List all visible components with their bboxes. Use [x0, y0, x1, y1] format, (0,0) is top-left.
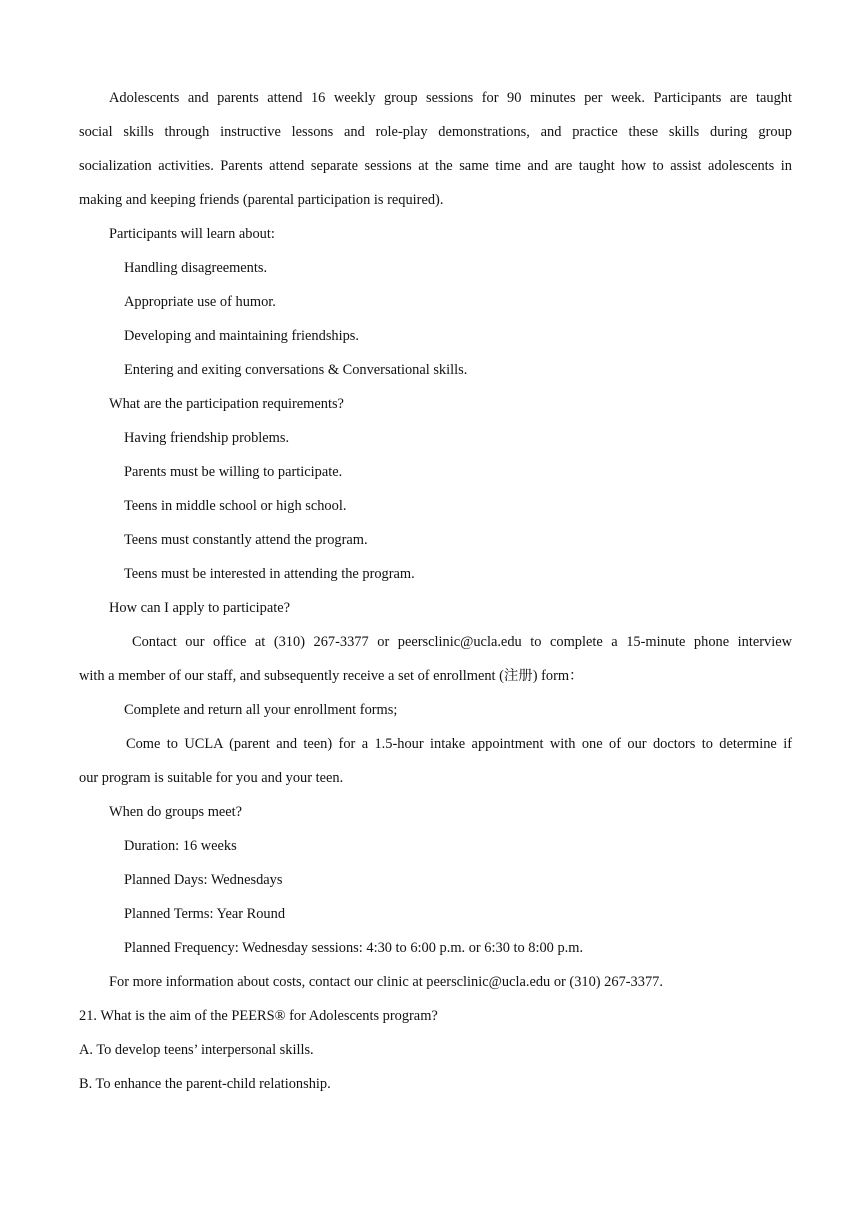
intro-line-3: socialization activities. Parents attend separate sessions at the same time and are taught how to assist adolescents in	[79, 158, 792, 174]
intro-line-4: making and keeping friends (parental participation is required).	[79, 192, 444, 208]
apply-step3-line1: Come to UCLA (parent and teen) for a 1.5-hour intake appointment with one of our doctors to determine if	[126, 736, 792, 752]
requirement-item: Teens must constantly attend the program.	[124, 532, 368, 548]
more-info: For more information about costs, contact our clinic at peersclinic@ucla.edu or (310) 267-3377.	[109, 974, 663, 990]
learn-item: Appropriate use of humor.	[124, 294, 276, 310]
learn-item: Entering and exiting conversations & Conversational skills.	[124, 362, 468, 378]
apply-heading: How can I apply to participate?	[109, 600, 291, 616]
learn-heading: Participants will learn about:	[109, 226, 275, 242]
apply-step3-line2: our program is suitable for you and your teen.	[79, 770, 344, 786]
learn-item: Handling disagreements.	[124, 260, 268, 276]
meet-item: Planned Days: Wednesdays	[124, 872, 283, 888]
requirement-item: Parents must be willing to participate.	[124, 464, 343, 480]
requirement-item: Teens must be interested in attending the program.	[124, 566, 415, 582]
meet-item: Planned Terms: Year Round	[124, 906, 286, 922]
apply-step1-line1: Contact our office at (310) 267-3377 or peersclinic@ucla.edu to complete a 15-minute phone interview	[132, 634, 792, 650]
requirements-heading: What are the participation requirements?	[109, 396, 344, 412]
meet-heading: When do groups meet?	[109, 804, 243, 820]
requirement-item: Teens in middle school or high school.	[124, 498, 347, 514]
learn-item: Developing and maintaining friendships.	[124, 328, 360, 344]
meet-item: Duration: 16 weeks	[124, 838, 237, 854]
intro-line-2: social skills through instructive lessons and role-play demonstrations, and practice these skills during group	[79, 124, 792, 140]
meet-item: Planned Frequency: Wednesday sessions: 4:30 to 6:00 p.m. or 6:30 to 8:00 p.m.	[124, 940, 584, 956]
document-page	[79, 86, 792, 1106]
apply-step1-line2: with a member of our staff, and subsequently receive a set of enrollment (注册) form：	[79, 668, 584, 684]
answer-option-a: A. To develop teens’ interpersonal skills.	[79, 1042, 314, 1058]
apply-step2: Complete and return all your enrollment forms;	[124, 702, 398, 718]
requirement-item: Having friendship problems.	[124, 430, 290, 446]
answer-option-b: B. To enhance the parent-child relationship.	[79, 1076, 331, 1092]
intro-line-1: Adolescents and parents attend 16 weekly group sessions for 90 minutes per week. Participants are taught	[109, 90, 792, 106]
question-stem: 21. What is the aim of the PEERS® for Adolescents program?	[79, 1008, 438, 1024]
